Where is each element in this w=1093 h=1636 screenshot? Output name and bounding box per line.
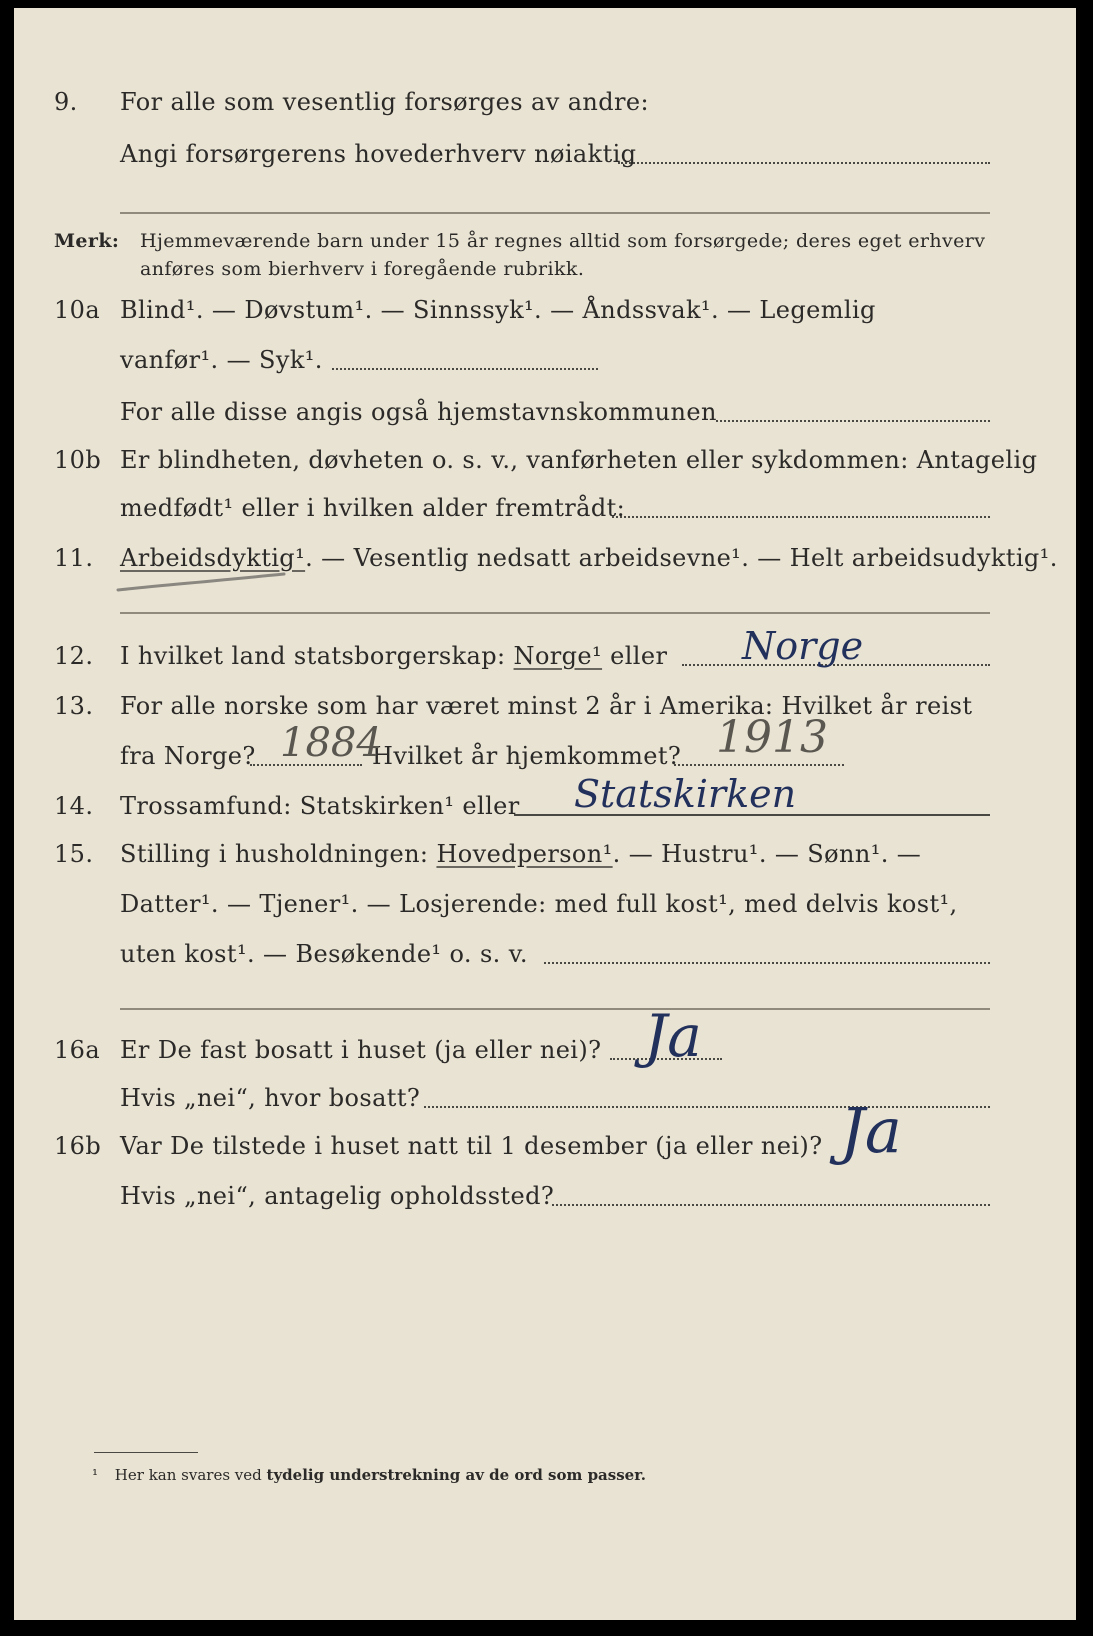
q10a-number: 10a [54, 296, 101, 324]
q9-answer-line[interactable] [618, 162, 990, 164]
q16b-location-line[interactable] [552, 1204, 990, 1206]
footnote-text-a: Her kan svares ved [114, 1466, 262, 1484]
footnote-text-b: tydelig understrekning av de ord som passer. [266, 1466, 646, 1484]
q16b-text: Var De tilstede i huset natt til 1 desember (ja eller nei)? [120, 1132, 823, 1160]
q10a-text-2: vanfør¹. — Syk¹. [120, 346, 323, 374]
q13-handwritten-year-left[interactable]: 1884 [280, 720, 382, 766]
footnote-rule [94, 1452, 198, 1453]
q16a-text-2: Hvis „nei“, hvor bosatt? [120, 1084, 421, 1112]
q12-underlined-option[interactable]: Norge¹ [513, 642, 603, 670]
q15-rule [120, 1008, 990, 1010]
q13-text-2a: fra Norge? [120, 742, 256, 770]
q14-text: Trossamfund: Statskirken¹ eller [120, 792, 520, 820]
q9-number: 9. [54, 88, 78, 116]
q15-text-1a: Stilling i husholdningen: [120, 840, 429, 868]
merk-text-2: anføres som bierhverv i foregående rubrikk. [140, 258, 585, 280]
q12-question [120, 642, 667, 670]
q11-text-rest: . — Vesentlig nedsatt arbeidsevne¹. — Helt arbeidsudyktig¹. [305, 544, 1058, 572]
q9-text-2: Angi forsørgerens hovederhverv nøiaktig [120, 140, 637, 168]
q11-rule [120, 612, 990, 614]
q15-question [120, 840, 921, 868]
q12-text: I hvilket land statsborgerskap: [120, 642, 506, 670]
q15-underlined-option[interactable]: Hovedperson¹ [436, 840, 613, 868]
merk-text: Hjemmeværende barn under 15 år regnes alltid som forsørgede; deres eget erhverv [140, 230, 986, 252]
q15-number: 15. [54, 840, 94, 868]
q9-text: For alle som vesentlig forsørges av andre: [120, 88, 650, 116]
merk-label: Merk: [54, 230, 120, 252]
q10a-text-3: For alle disse angis også hjemstavnskommunen [120, 398, 717, 426]
footnote [92, 1466, 646, 1484]
q13-text: For alle norske som har været minst 2 år i Amerika: Hvilket år reist [120, 692, 973, 720]
q10b-text-2: medfødt¹ eller i hvilken alder fremtrådt: [120, 494, 626, 522]
q15-text-1b: . — Hustru¹. — Sønn¹. — [612, 840, 922, 868]
q15-text-2: Datter¹. — Tjener¹. — Losjerende: med full kost¹, med delvis kost¹, [120, 890, 958, 918]
q12-number: 12. [54, 642, 94, 670]
q11-underlined-option[interactable]: Arbeidsdyktig¹ [120, 544, 306, 572]
q11-number: 11. [54, 544, 94, 572]
q12-tail: eller [610, 642, 668, 670]
q14-number: 14. [54, 792, 94, 820]
q15-text-3: uten kost¹. — Besøkende¹ o. s. v. [120, 940, 528, 968]
q9-rule [120, 212, 990, 214]
q10a-home-municipality-line[interactable] [716, 420, 990, 422]
q13-handwritten-year-returned[interactable]: 1913 [716, 712, 828, 763]
q12-handwritten-answer[interactable]: Norge [742, 624, 864, 668]
q16a-residence-line[interactable] [424, 1106, 990, 1108]
census-form-page [14, 8, 1076, 1620]
q10a-answer-line[interactable] [332, 368, 598, 370]
q13-number: 13. [54, 692, 94, 720]
q13-text-2b: Hvilket år hjemkommet? [372, 742, 682, 770]
q16a-text: Er De fast bosatt i huset (ja eller nei)? [120, 1036, 602, 1064]
q16a-number: 16a [54, 1036, 101, 1064]
q10a-text: Blind¹. — Døvstum¹. — Sinnssyk¹. — Åndssvak¹. — Legemlig [120, 296, 876, 324]
q16b-handwritten-answer[interactable]: Ja [840, 1094, 902, 1167]
q16a-handwritten-answer[interactable]: Ja [644, 1002, 702, 1070]
q10b-text: Er blindheten, døvheten o. s. v., vanførheten eller sykdommen: Antagelig [120, 446, 1038, 474]
q10b-number: 10b [54, 446, 102, 474]
q15-answer-line[interactable] [544, 962, 990, 964]
q13-year-returned-line[interactable] [674, 764, 844, 766]
q14-handwritten-answer[interactable]: Statskirken [574, 772, 797, 816]
q10b-answer-line[interactable] [612, 516, 990, 518]
q11-pencil-underline-mark [114, 568, 294, 598]
q16b-number: 16b [54, 1132, 102, 1160]
footnote-mark: ¹ [92, 1466, 99, 1484]
q16b-text-2: Hvis „nei“, antagelig opholdssted? [120, 1182, 555, 1210]
